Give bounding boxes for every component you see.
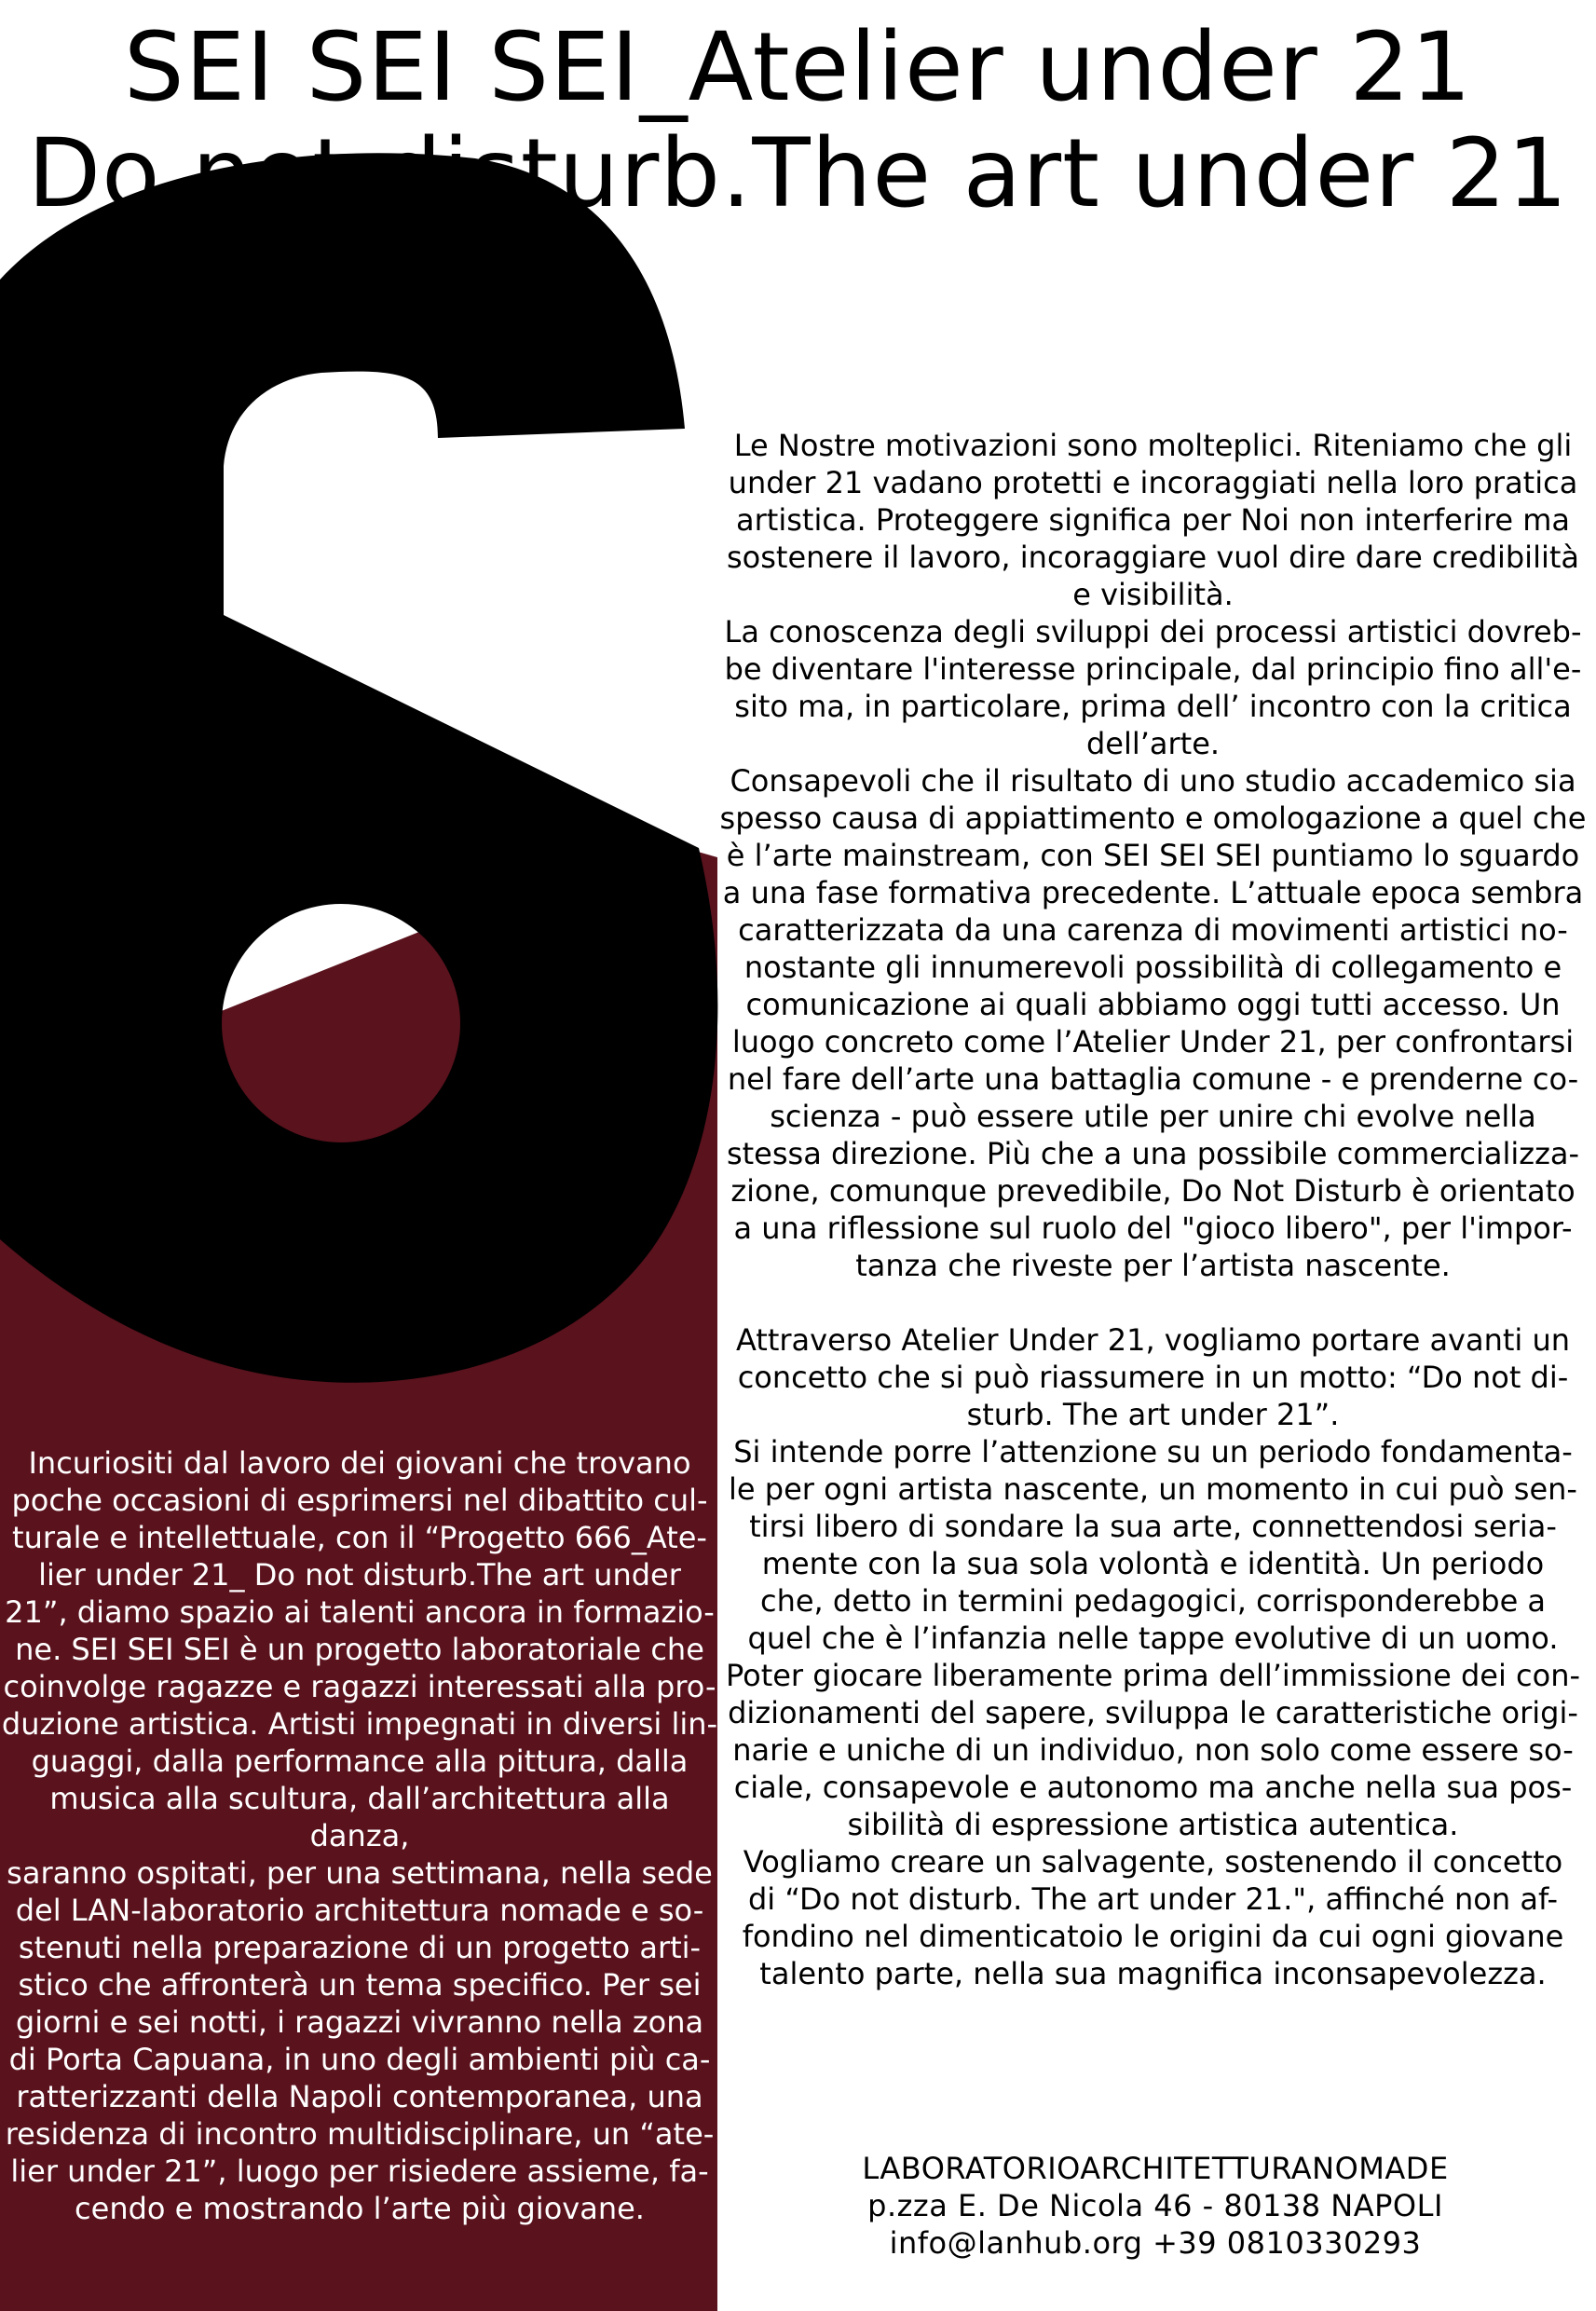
title-line-1: SEI SEI SEI_Atelier under 21	[123, 12, 1473, 123]
footer-contact: info@lanhub.org +39 0810330293	[889, 2225, 1422, 2261]
footer-address: p.zza E. De Nicola 46 - 80138 NAPOLI	[867, 2188, 1443, 2223]
left-text-column	[0, 1444, 719, 2227]
footer-org: LABORATORIOARCHITETTURANOMADE	[862, 2151, 1449, 2186]
numeral-six-shape	[0, 153, 717, 1382]
intro-paragraph: Incuriositi dal lavoro dei giovani che trovano poche occasioni di esprimersi nel dibattito cul- turale e intellettuale, con il “Progetto 666_Ate- lier under 21_ Do not disturb.The art under 21”, diamo spazio ai talenti ancora in formazio- ne. SEI SEI SEI è un progetto laboratoriale che coinvolge ragazze e ragazzi interessati alla pro- duzione artistica. Artisti impegnati in diversi lin- guaggi, dalla performance alla pittura, dalla musica alla scultura, dall’architettura alla danza, saranno ospitati, per una settimana, nella sede del LAN-laboratorio architettura nomade e so- stenuti nella preparazione di un progetto arti- stico che affronterà un tema specifico. Per sei giorni e sei notti, i ragazzi vivranno nella zona di Porta Capuana, in uno degli ambienti più ca- ratterizzanti della Napoli contemporanea, una residenza di incontro multidisciplinare, un “ate- lier under 21”, luogo per risiedere assieme, fa- cendo e mostrando l’arte più giovane.	[1, 1445, 718, 2226]
right-text-column	[717, 427, 1589, 1992]
footer-contact-block	[736, 2150, 1575, 2262]
motto-paragraph: Attraverso Atelier Under 21, vogliamo portare avanti un concetto che si può riassumere in un motto: “Do not di- sturb. The art under 21”. Si intende porre l’attenzione su un periodo fondamenta- le per ogni artista nascente, un momento in cui può sen- tirsi libero di sondare la sua arte, connettendosi seria- mente con la sua sola volontà e identità. Un periodo che, detto in termini pedagogici, corrisponderebbe a quel che è l’infanzia nelle tappe evolutive di un uomo. Poter giocare liberamente prima dell’immissione dei con- dizionamenti del sapere, sviluppa le caratteristiche origi- narie e uniche di un individuo, non solo come essere so- ciale, consapevole e autonomo ma anche nella sua pos- sibilità di espressione artistica autentica. Vogliamo creare un salvagente, sostenendo il concetto di “Do not disturb. The art under 21.", affinché non af- fondino nel dimenticatoio le origini da cui ogni giovane talento parte, nella sua magnifica inconsapevolezza.	[725, 1322, 1581, 1991]
title-line-2: Do not disturb.The art under 21	[27, 118, 1569, 229]
motivation-paragraph: Le Nostre motivazioni sono molteplici. Riteniamo che gli under 21 vadano protetti e incoraggiati nella loro pratica artistica. Proteggere significa per Noi non interferire ma sostenere il lavoro, incoraggiare vuol dire dare credibilità e visibilità. La conoscenza degli sviluppi dei processi artistici dovreb- be diventare l'interesse principale, dal principio fino all'e- sito ma, in particolare, prima dell’ incontro con la critica dell’arte. Consapevoli che il risultato di uno studio accademico sia spesso causa di appiattimento e omologazione a quel che è l’arte mainstream, con SEI SEI SEI puntiamo lo sguardo a una fase formativa precedente. L’attuale epoca sembra caratterizzata da una carenza di movimenti artistici no- nostante gli innumerevoli possibilità di collegamento e comunicazione ai quali abbiamo oggi tutti accesso. Un luogo concreto come l’Atelier Under 21, per confrontarsi nel fare dell’arte una battaglia comune - e prenderne co- scienza - può essere utile per unire chi evolve nella stessa direzione. Più che a una possibile commercializza- zione, comunque prevedibile, Do Not Disturb è orientato a una riflessione sul ruolo del "gioco libero", per l'impor- tanza che riveste per l’artista nascente.	[719, 428, 1587, 1283]
